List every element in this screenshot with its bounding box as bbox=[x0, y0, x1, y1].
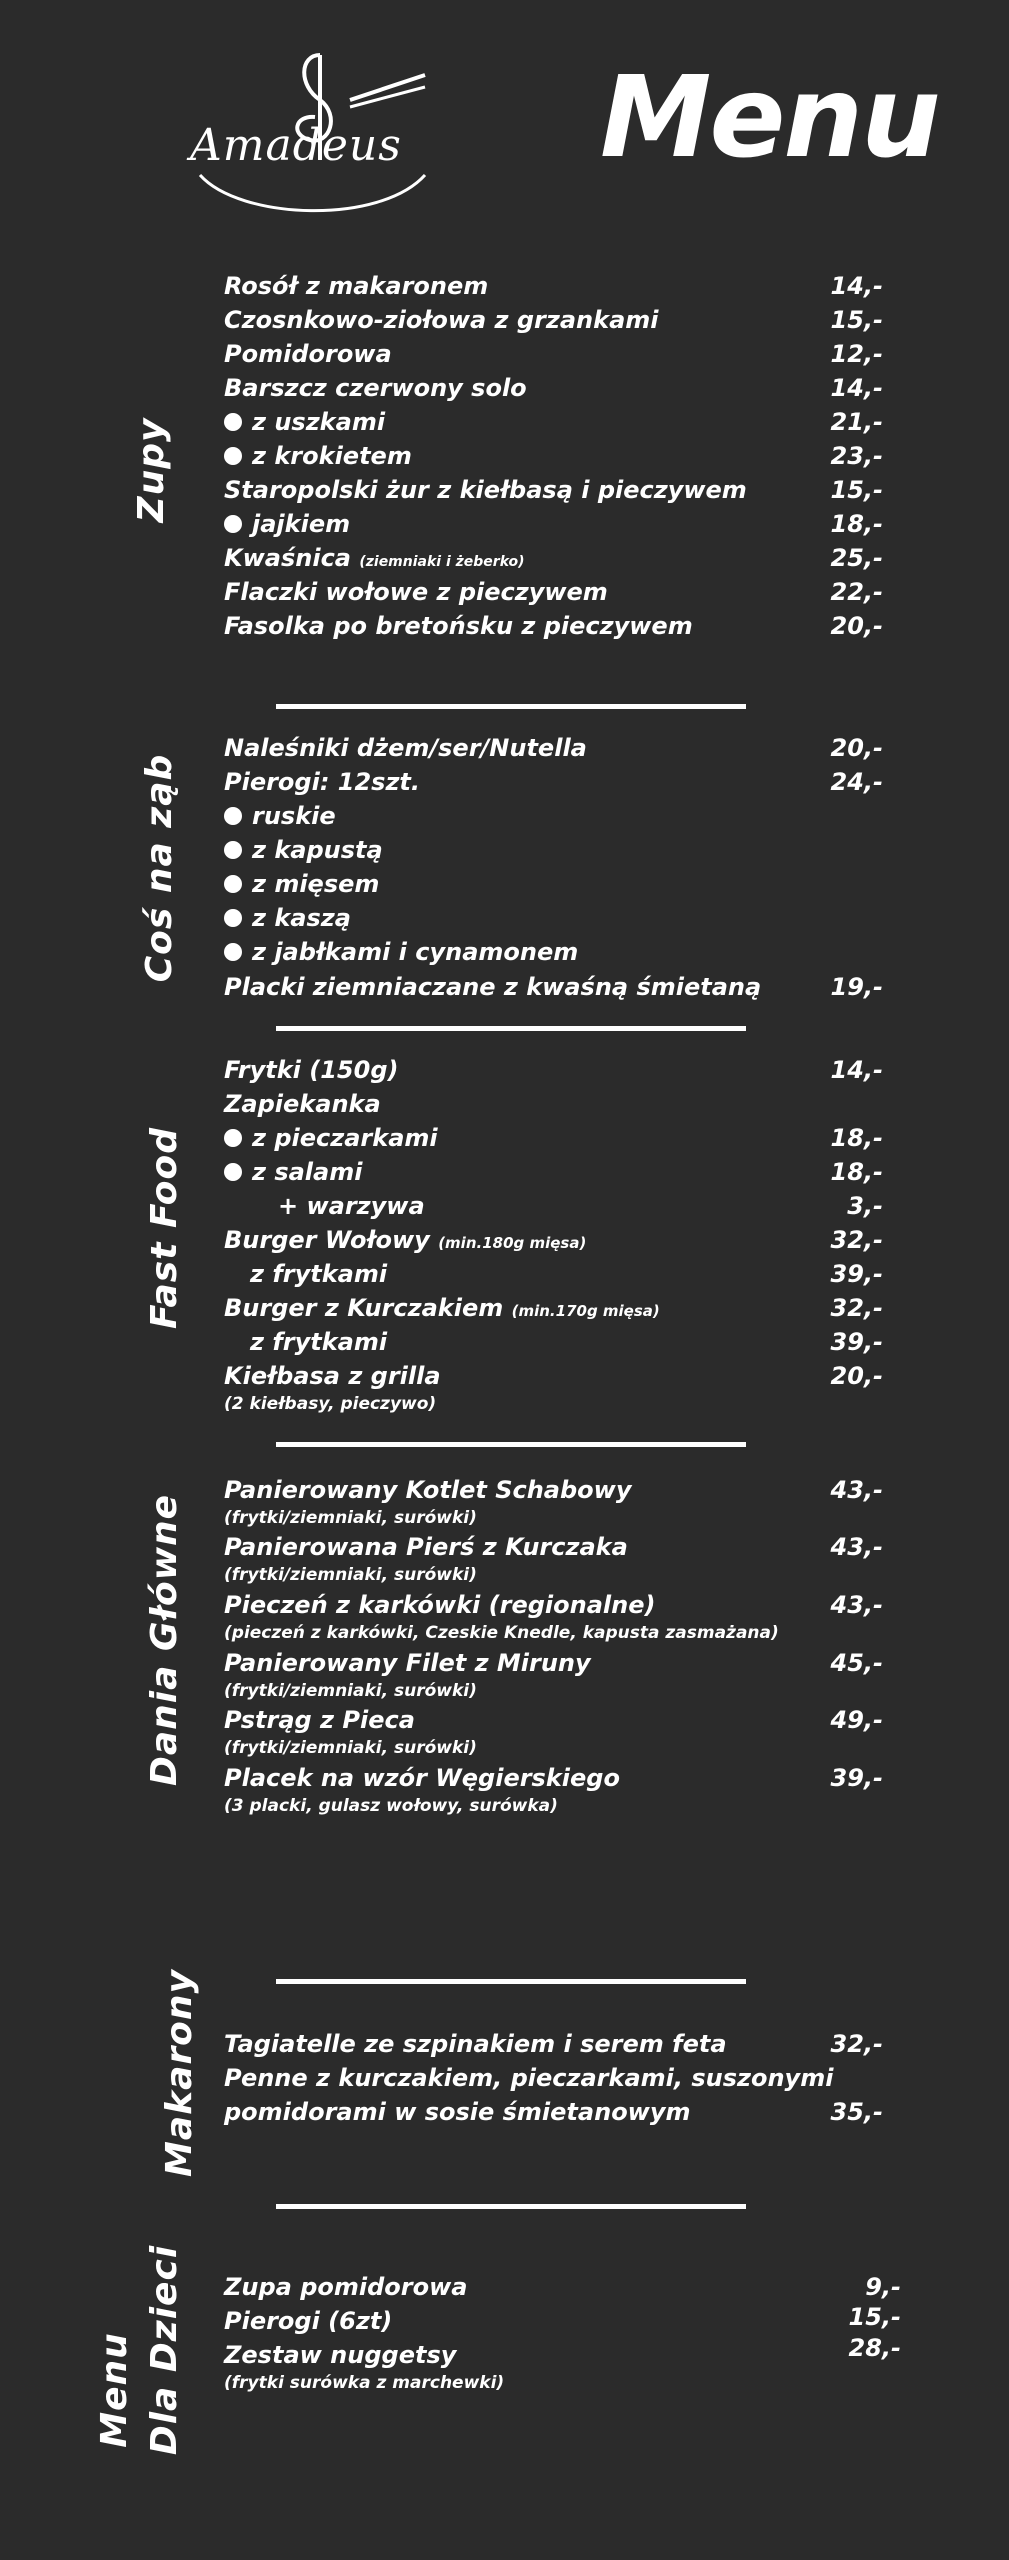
menu-item: Czosnkowo-ziołowa z grzankami bbox=[224, 306, 659, 334]
menu-price: 35,- bbox=[830, 2098, 883, 2126]
menu-item: z frytkami bbox=[250, 1260, 388, 1288]
logo-text: Amadeus bbox=[190, 120, 402, 171]
menu-item: Tagiatelle ze szpinakiem i serem feta bbox=[224, 2030, 727, 2058]
menu-price: 39,- bbox=[830, 1260, 883, 1288]
section-label-zupy: Zupy bbox=[131, 417, 173, 523]
menu-price: 21,- bbox=[830, 408, 883, 436]
menu-price: 15,- bbox=[830, 306, 883, 334]
menu-item: z kapustą bbox=[224, 838, 383, 862]
menu-item: Zapiekanka bbox=[224, 1090, 381, 1118]
menu-price: 43,- bbox=[830, 1476, 883, 1504]
menu-item-note: (frytki/ziemniaki, surówki) bbox=[224, 1508, 477, 1528]
section-divider bbox=[276, 1442, 746, 1447]
menu-item: Panierowana Pierś z Kurczaka bbox=[224, 1533, 628, 1561]
menu-price: 18,- bbox=[830, 1158, 883, 1186]
menu-price: 49,- bbox=[830, 1706, 883, 1734]
menu-item: Burger Wołowy (min.180g mięsa) bbox=[224, 1226, 587, 1254]
bullet-icon bbox=[224, 943, 242, 961]
menu-price: 22,- bbox=[830, 578, 883, 606]
menu-price: 32,- bbox=[830, 2030, 883, 2058]
menu-price: 32,- bbox=[830, 1226, 883, 1254]
menu-item: z krokietem bbox=[224, 444, 412, 468]
section-divider bbox=[276, 2204, 746, 2209]
section-label-menu-dla-dzieci-1: Menu bbox=[94, 2332, 136, 2448]
section-divider bbox=[276, 1979, 746, 1984]
menu-item: Flaczki wołowe z pieczywem bbox=[224, 578, 608, 606]
menu-item: + warzywa bbox=[278, 1192, 425, 1220]
menu-item: Zupa pomidorowa bbox=[224, 2273, 468, 2301]
menu-item: Placki ziemniaczane z kwaśną śmietaną bbox=[224, 973, 762, 1001]
menu-price: 3,- bbox=[847, 1192, 883, 1220]
menu-item: Panierowany Filet z Miruny bbox=[224, 1649, 591, 1677]
menu-price: 18,- bbox=[830, 510, 883, 538]
menu-price: 28,- bbox=[848, 2334, 901, 2362]
section-divider bbox=[276, 704, 746, 709]
menu-price: 18,- bbox=[830, 1124, 883, 1152]
menu-item: Penne z kurczakiem, pieczarkami, suszonymi bbox=[224, 2064, 834, 2092]
menu-item: pomidorami w sosie śmietanowym bbox=[224, 2098, 691, 2126]
bullet-icon bbox=[224, 875, 242, 893]
menu-price: 24,- bbox=[830, 768, 883, 796]
section-label-makarony: Makarony bbox=[159, 1969, 201, 2177]
menu-price: 14,- bbox=[830, 374, 883, 402]
menu-item: Rosół z makaronem bbox=[224, 272, 489, 300]
section-label-cos-na-zab: Coś na ząb bbox=[139, 753, 181, 983]
menu-price: 20,- bbox=[830, 734, 883, 762]
menu-price: 20,- bbox=[830, 1362, 883, 1390]
bullet-icon bbox=[224, 447, 242, 465]
menu-price: 23,- bbox=[830, 442, 883, 470]
menu-item: jajkiem bbox=[224, 512, 350, 536]
menu-price: 43,- bbox=[830, 1591, 883, 1619]
menu-price: 39,- bbox=[830, 1328, 883, 1356]
menu-price: 14,- bbox=[830, 1056, 883, 1084]
menu-item: z kaszą bbox=[224, 906, 351, 930]
bullet-icon bbox=[224, 1129, 242, 1147]
menu-item: Placek na wzór Węgierskiego bbox=[224, 1764, 620, 1792]
menu-item: Barszcz czerwony solo bbox=[224, 374, 527, 402]
menu-price: 15,- bbox=[830, 476, 883, 504]
menu-item: Panierowany Kotlet Schabowy bbox=[224, 1476, 632, 1504]
bullet-icon bbox=[224, 515, 242, 533]
menu-item: z frytkami bbox=[250, 1328, 388, 1356]
menu-item: Kiełbasa z grilla bbox=[224, 1362, 441, 1390]
amadeus-logo bbox=[180, 45, 440, 220]
menu-item: Fasolka po bretońsku z pieczywem bbox=[224, 612, 693, 640]
menu-price: 25,- bbox=[830, 544, 883, 572]
menu-price: 9,- bbox=[865, 2273, 901, 2301]
menu-item-note: (frytki/ziemniaki, surówki) bbox=[224, 1738, 477, 1758]
menu-item-note: (frytki/ziemniaki, surówki) bbox=[224, 1681, 477, 1701]
bullet-icon bbox=[224, 909, 242, 927]
menu-item: z jabłkami i cynamonem bbox=[224, 940, 578, 964]
section-label-dania-glowne: Dania Główne bbox=[144, 1493, 186, 1787]
menu-item: Pieczeń z karkówki (regionalne) bbox=[224, 1591, 656, 1619]
menu-item: z mięsem bbox=[224, 872, 379, 896]
bullet-icon bbox=[224, 841, 242, 859]
section-divider bbox=[276, 1026, 746, 1031]
menu-item: Burger z Kurczakiem (min.170g mięsa) bbox=[224, 1294, 660, 1322]
menu-item: Kwaśnica (ziemniaki i żeberko) bbox=[224, 544, 525, 572]
menu-item: z uszkami bbox=[224, 410, 385, 434]
menu-price: 20,- bbox=[830, 612, 883, 640]
menu-item: Pierogi: 12szt. bbox=[224, 768, 421, 796]
menu-item-note: (2 kiełbasy, pieczywo) bbox=[224, 1394, 437, 1414]
menu-item-note: (frytki surówka z marchewki) bbox=[224, 2373, 505, 2393]
menu-price: 19,- bbox=[830, 973, 883, 1001]
page-title: Menu bbox=[600, 53, 939, 183]
menu-item: z pieczarkami bbox=[224, 1126, 438, 1150]
menu-item-note: (frytki/ziemniaki, surówki) bbox=[224, 1565, 477, 1585]
bullet-icon bbox=[224, 807, 242, 825]
menu-item: Staropolski żur z kiełbasą i pieczywem bbox=[224, 476, 747, 504]
menu-price: 15,- bbox=[848, 2303, 901, 2331]
menu-price: 39,- bbox=[830, 1764, 883, 1792]
menu-price: 43,- bbox=[830, 1533, 883, 1561]
menu-item: Frytki (150g) bbox=[224, 1056, 399, 1084]
menu-price: 45,- bbox=[830, 1649, 883, 1677]
menu-item: z salami bbox=[224, 1160, 362, 1184]
section-label-menu-dla-dzieci-2: Dla Dzieci bbox=[144, 2244, 186, 2456]
menu-item: ruskie bbox=[224, 804, 336, 828]
menu-item: Naleśniki dżem/ser/Nutella bbox=[224, 734, 587, 762]
menu-price: 12,- bbox=[830, 340, 883, 368]
bullet-icon bbox=[224, 1163, 242, 1181]
menu-item-note: (3 placki, gulasz wołowy, surówka) bbox=[224, 1796, 558, 1816]
menu-item: Zestaw nuggetsy bbox=[224, 2341, 457, 2369]
menu-price: 32,- bbox=[830, 1294, 883, 1322]
menu-price: 14,- bbox=[830, 272, 883, 300]
bullet-icon bbox=[224, 413, 242, 431]
menu-item-note: (pieczeń z karkówki, Czeskie Knedle, kapusta zasmażana) bbox=[224, 1623, 779, 1643]
menu-item: Pierogi (6zt) bbox=[224, 2307, 393, 2335]
menu-item: Pomidorowa bbox=[224, 340, 392, 368]
section-label-fast-food: Fast Food bbox=[144, 1127, 186, 1329]
menu-item: Pstrąg z Pieca bbox=[224, 1706, 415, 1734]
